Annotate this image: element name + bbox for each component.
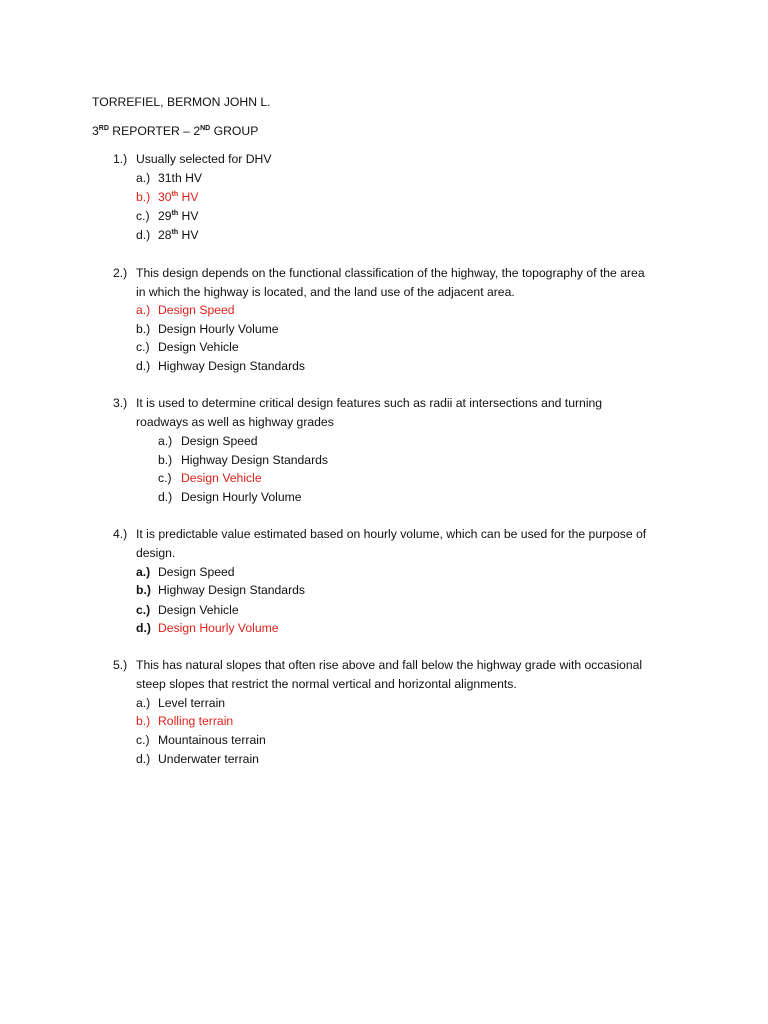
option-label: d.) [136, 228, 151, 242]
option-label: b.) [158, 453, 173, 467]
ordinal-suffix: th [171, 210, 179, 217]
question-text: Usually selected for DHV [136, 152, 272, 166]
option-label-answer: b.) [136, 714, 151, 728]
option-text: 31th HV [158, 171, 203, 185]
reporter-group-line [92, 123, 258, 139]
ordinal-suffix: th [171, 191, 179, 198]
option-label: d.) [136, 752, 151, 766]
option-label-answer: b.) [136, 190, 151, 204]
option-label: d.) [158, 490, 173, 504]
question-text-line-1: It is predictable value estimated based on hourly volume, which can be used for the purpose of [136, 527, 647, 541]
option-text: Highway Design Standards [181, 453, 329, 467]
option-unit: HV [178, 228, 199, 242]
option-text [158, 208, 199, 224]
option-text-answer: Design Hourly Volume [158, 621, 279, 635]
option-text [158, 227, 199, 243]
option-label: a.) [136, 696, 151, 710]
reporter-suffix: RD [98, 125, 109, 132]
option-text: Design Vehicle [158, 603, 239, 617]
question-text-line-2: in which the highway is located, and the land use of the adjacent area. [136, 285, 515, 299]
question-number: 5.) [113, 658, 128, 672]
option-label: c.) [136, 733, 150, 747]
option-text: Underwater terrain [158, 752, 259, 766]
option-text: Design Vehicle [158, 340, 239, 354]
group-label: GROUP [210, 124, 259, 138]
ordinal-suffix: th [171, 229, 179, 236]
option-label: c.) [136, 209, 150, 223]
question-text-line-2: steep slopes that restrict the normal vertical and horizontal alignments. [136, 677, 517, 691]
option-label: a.) [136, 171, 151, 185]
option-label: d.) [136, 359, 151, 373]
option-label: c.) [136, 603, 151, 617]
option-text-answer: Rolling terrain [158, 714, 234, 728]
option-label: b.) [136, 322, 151, 336]
question-text-line-1: It is used to determine critical design features such as radii at intersections and turning [136, 396, 603, 410]
option-text: Highway Design Standards [158, 359, 306, 373]
question-text-line-1: This has natural slopes that often rise above and fall below the highway grade with occasional [136, 658, 643, 672]
option-text: Design Hourly Volume [181, 490, 302, 504]
option-text: Mountainous terrain [158, 733, 266, 747]
option-text: Level terrain [158, 696, 226, 710]
reporter-label: REPORTER – 2 [108, 124, 201, 138]
option-text-answer: Design Vehicle [181, 471, 262, 485]
option-label: c.) [158, 471, 172, 485]
option-text: Design Hourly Volume [158, 322, 279, 336]
option-label: a.) [158, 434, 173, 448]
option-text: Design Speed [181, 434, 258, 448]
question-text-line-2: design. [136, 546, 176, 560]
question-number: 2.) [113, 266, 128, 280]
option-text: Highway Design Standards [158, 583, 306, 597]
question-number: 4.) [113, 527, 128, 541]
option-label: a.) [136, 565, 151, 579]
option-value: 30 [158, 190, 172, 204]
question-text-line-2: roadways as well as highway grades [136, 415, 334, 429]
option-unit: HV [178, 190, 199, 204]
question-text-line-1: This design depends on the functional classification of the highway, the topography of the area [136, 266, 645, 280]
option-label: b.) [136, 583, 151, 597]
reporter-number: 3 [92, 124, 99, 138]
option-text-answer [158, 189, 199, 205]
option-text-answer: Design Speed [158, 303, 235, 317]
option-label: c.) [136, 340, 150, 354]
question-number: 1.) [113, 152, 128, 166]
option-value: 29 [158, 209, 172, 223]
option-label-answer: a.) [136, 303, 151, 317]
option-value: 28 [158, 228, 172, 242]
question-number: 3.) [113, 396, 128, 410]
option-label: d.) [136, 621, 151, 635]
option-text: Design Speed [158, 565, 235, 579]
option-unit: HV [178, 209, 199, 223]
group-suffix: ND [200, 125, 211, 132]
author-name: TORREFIEL, BERMON JOHN L. [92, 95, 271, 109]
